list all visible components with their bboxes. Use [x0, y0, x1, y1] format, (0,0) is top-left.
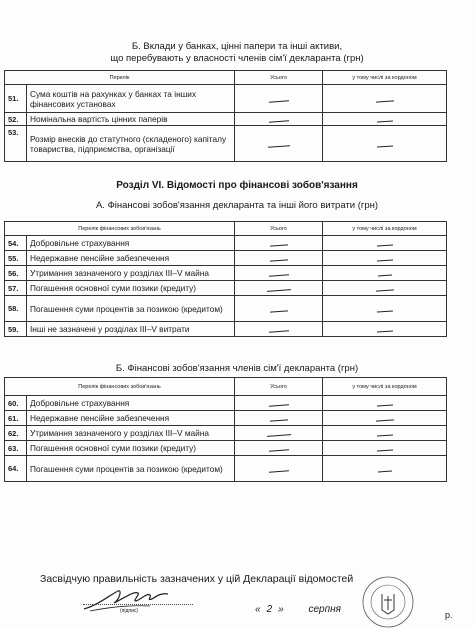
date-field	[255, 604, 341, 615]
column-header-abroad: у тому числі за кордоном	[323, 378, 447, 396]
row-number: 58.	[5, 296, 27, 322]
row-label: Утримання зазначеного у розділах III–V майна	[27, 426, 235, 441]
column-header-list: Перелік фінансових зобов'язань	[5, 378, 235, 396]
total-dash	[235, 296, 323, 322]
row-label: Добровільне страхування	[27, 236, 235, 251]
column-header-abroad: у тому числі за кордоном	[323, 222, 447, 236]
official-seal-stamp	[360, 572, 416, 628]
assets-table	[4, 70, 447, 162]
section-vi-title: Розділ VI. Відомості про фінансові зобов'язання	[116, 180, 358, 191]
total-dash	[235, 411, 323, 426]
certification-text: Засвідчую правильність зазначених у цій Декларації відомостей	[40, 573, 354, 585]
table-row	[5, 85, 447, 113]
row-label: Недержавне пенсійне забезпечення	[27, 411, 235, 426]
row-number: 61.	[5, 411, 27, 426]
row-label: Розмір внесків до статутного (складеного) капіталу товариства, підприємства, організації	[27, 126, 235, 162]
abroad-dash	[323, 411, 447, 426]
column-header-list: Перелік	[5, 71, 235, 85]
row-number: 63.	[5, 441, 27, 456]
row-label: Недержавне пенсійне забезпечення	[27, 251, 235, 266]
column-header-abroad: у тому числі за кордоном	[323, 71, 447, 85]
total-dash	[235, 266, 323, 281]
liabilities-family-table	[4, 377, 447, 482]
row-label: Погашення основної суми позики (кредиту)	[27, 281, 235, 296]
total-dash	[235, 441, 323, 456]
table-row	[5, 236, 447, 251]
section-b-assets-title-1: Б. Вклади у банках, цінні папери та інші активи,	[131, 41, 343, 52]
row-number: 56.	[5, 266, 27, 281]
row-number: 64.	[5, 456, 27, 482]
row-label: Номінальна вартість цінних паперів	[27, 113, 235, 126]
date-day: « 2 »	[255, 604, 284, 615]
row-label: Сума коштів на рахунках у банках та інших фінансових установах	[27, 85, 235, 113]
table-row	[5, 426, 447, 441]
abroad-dash	[323, 113, 447, 126]
abroad-dash	[323, 236, 447, 251]
row-number: 54.	[5, 236, 27, 251]
total-dash	[235, 251, 323, 266]
abroad-dash	[323, 126, 447, 162]
abroad-dash	[323, 266, 447, 281]
total-dash	[235, 113, 323, 126]
row-number: 62.	[5, 426, 27, 441]
section-b-assets-title-2: що перебувають у власності членів сім'ї декларанта (грн)	[110, 53, 364, 64]
table-row	[5, 266, 447, 281]
total-dash	[235, 426, 323, 441]
table-row	[5, 126, 447, 162]
total-dash	[235, 236, 323, 251]
table-row	[5, 411, 447, 426]
table-header-row	[5, 378, 447, 396]
total-dash	[235, 281, 323, 296]
table-header-row	[5, 71, 447, 85]
column-header-list: Перелік фінансових зобов'язань	[5, 222, 235, 236]
abroad-dash	[323, 85, 447, 113]
abroad-dash	[323, 322, 447, 337]
row-number: 59.	[5, 322, 27, 337]
total-dash	[235, 456, 323, 482]
column-header-total: Усього	[235, 378, 323, 396]
row-number: 60.	[5, 396, 27, 411]
abroad-dash	[323, 281, 447, 296]
table-row	[5, 251, 447, 266]
table-row	[5, 456, 447, 482]
table-row	[5, 281, 447, 296]
table-row	[5, 322, 447, 337]
abroad-dash	[323, 456, 447, 482]
row-number: 55.	[5, 251, 27, 266]
row-number: 52.	[5, 113, 27, 126]
section-b-liabilities-title: Б. Фінансові зобов'язання членів сім'ї декларанта (грн)	[115, 363, 359, 374]
total-dash	[235, 85, 323, 113]
total-dash	[235, 126, 323, 162]
total-dash	[235, 396, 323, 411]
total-dash	[235, 322, 323, 337]
liabilities-declarant-table	[4, 221, 447, 337]
table-row	[5, 296, 447, 322]
row-number: 51.	[5, 85, 27, 113]
signature-caption: (підпис)	[120, 608, 139, 614]
year-suffix: р.	[445, 610, 453, 620]
column-header-total: Усього	[235, 71, 323, 85]
date-month: серпня	[308, 604, 341, 615]
table-row	[5, 441, 447, 456]
column-header-total: Усього	[235, 222, 323, 236]
row-number: 53.	[5, 126, 27, 162]
table-header-row	[5, 222, 447, 236]
table-row	[5, 113, 447, 126]
abroad-dash	[323, 426, 447, 441]
abroad-dash	[323, 251, 447, 266]
table-row	[5, 396, 447, 411]
row-label: Погашення основної суми позики (кредиту)	[27, 441, 235, 456]
section-vi-a-title: А. Фінансові зобов'язання декларанта та інші його витрати (грн)	[95, 200, 379, 211]
row-label: Інші не зазначені у розділах III–V витрати	[27, 322, 235, 337]
abroad-dash	[323, 441, 447, 456]
abroad-dash	[323, 296, 447, 322]
row-label: Добровільне страхування	[27, 396, 235, 411]
abroad-dash	[323, 396, 447, 411]
row-number: 57.	[5, 281, 27, 296]
row-label: Утримання зазначеного у розділах III–V майна	[27, 266, 235, 281]
row-label: Погашення суми процентів за позикою (кредитом)	[27, 456, 235, 482]
row-label: Погашення суми процентів за позикою (кредитом)	[27, 296, 235, 322]
signature-line	[83, 604, 193, 605]
